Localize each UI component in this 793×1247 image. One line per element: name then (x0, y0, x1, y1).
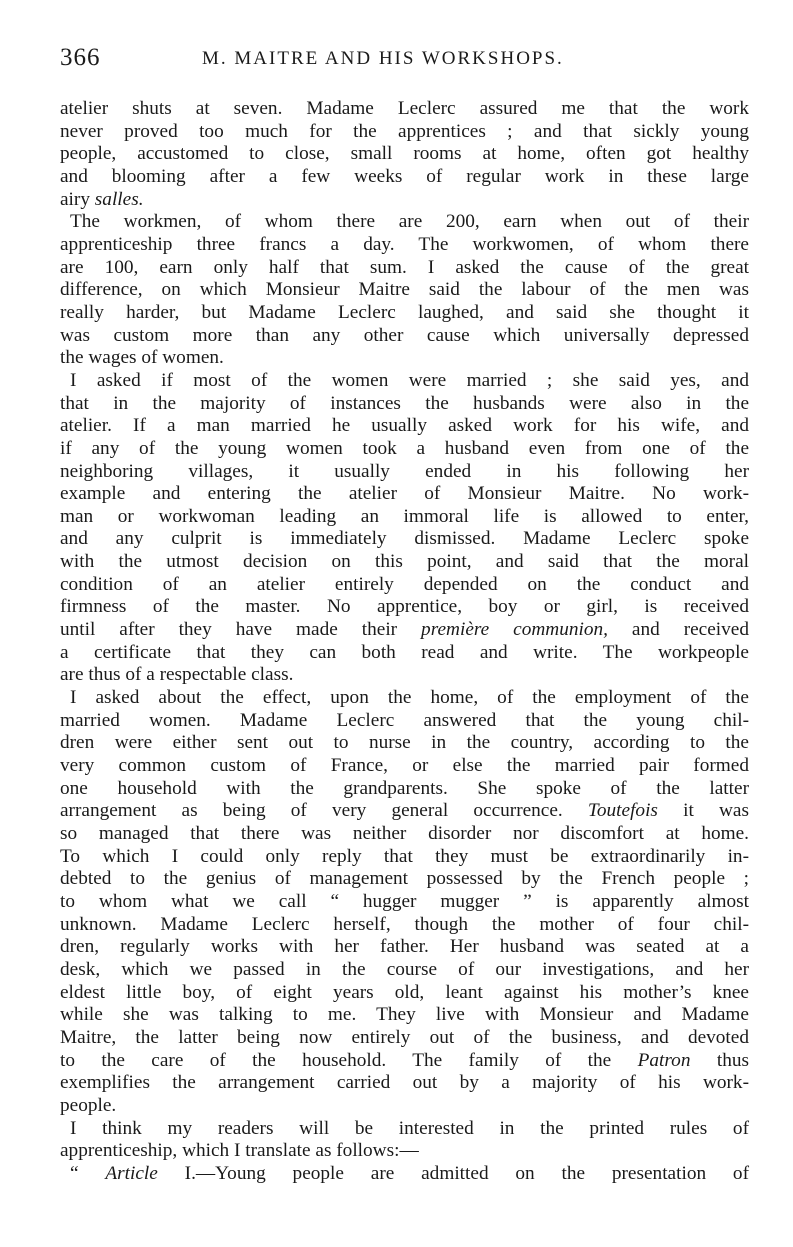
text-line: and blooming after a few weeks of regular work in these large (60, 165, 749, 187)
text-line: people, accustomed to close, small rooms at home, often got healthy (60, 143, 749, 165)
text-line: are 100, earn only half that sum. I asked the cause of the great (60, 256, 749, 278)
text-line: eldest little boy, of eight years old, leant against his mother’s knee (60, 981, 749, 1003)
text-line: and any culprit is immediately dismissed. Madame Leclerc spoke (60, 528, 749, 550)
text-line (52, 800, 749, 823)
book-page (52, 44, 749, 1186)
text-fragment: to the care of the household. The family of the (60, 1049, 638, 1071)
text-line: people. (60, 1094, 117, 1116)
text-line: the wages of women. (60, 347, 224, 369)
text-line: exemplifies the arrangement carried out by a majority of his work- (60, 1072, 749, 1094)
text-line: apprenticeship three francs a day. The workwomen, of whom there (60, 233, 749, 255)
text-fragment: until after they have made their (60, 619, 422, 641)
text-line (52, 1050, 749, 1073)
italic-word: salles. (94, 188, 144, 210)
text-line: Maitre, the latter being now entirely out of the business, and devoted (60, 1026, 749, 1048)
italic-phrase: première communion, (421, 619, 608, 641)
text-fragment: “ (70, 1162, 106, 1184)
text-line: condition of an atelier entirely depended on the conduct and (60, 573, 749, 595)
text-line: was custom more than any other cause which universally depressed (60, 324, 749, 346)
italic-word: Article (105, 1162, 158, 1184)
text-line: I asked about the effect, upon the home, of the employment of the (70, 687, 749, 709)
italic-word: Patron (637, 1049, 691, 1071)
italic-word: Toutefois (587, 800, 658, 822)
text-line: with the utmost decision on this point, and said that the moral (60, 551, 749, 573)
text-line: apprenticeship, which I translate as follows:— (60, 1140, 419, 1162)
text-line (52, 1163, 749, 1186)
text-line: neighboring villages, it usually ended in his following her (60, 460, 749, 482)
text-line: The workmen, of whom there are 200, earn when out of their (70, 211, 749, 233)
text-line: so managed that there was neither disorder nor discomfort at home. (60, 823, 749, 844)
text-line: one household with the grandparents. She spoke of the latter (60, 777, 749, 799)
text-line: while she was talking to me. They live with Monsieur and Madame (60, 1004, 749, 1026)
text-line: are thus of a respectable class. (60, 664, 294, 686)
text-line: married women. Madame Leclerc answered that the young chil- (60, 709, 749, 731)
text-fragment: I.—Young people are admitted on the presentation of (157, 1162, 749, 1184)
text-line: really harder, but Madame Leclerc laughed, and said she thought it (60, 301, 749, 323)
text-line: if any of the young women took a husband even from one of the (60, 437, 749, 459)
text-line: unknown. Madame Leclerc herself, though the mother of four chil- (60, 913, 749, 935)
text-line: never proved too much for the apprentices ; and that sickly young (60, 120, 749, 142)
text-line: man or workwoman leading an immoral life is allowed to enter, (60, 505, 749, 527)
text-line: firmness of the master. No apprentice, boy or girl, is received (60, 596, 749, 618)
page-number: 366 (60, 44, 101, 71)
text-line (52, 619, 749, 642)
text-line: to whom what we call “ hugger mugger ” is apparently almost (60, 890, 749, 912)
text-fragment: and received (607, 619, 749, 641)
text-fragment: airy (60, 188, 95, 210)
text-line: example and entering the atelier of Monsieur Maitre. No work- (60, 483, 749, 505)
text-line: To which I could only reply that they must be extraordinarily in- (60, 845, 749, 867)
text-line: very common custom of France, or else the married pair formed (60, 755, 749, 777)
running-head: M. MAITRE AND HIS WORKSHOPS. (202, 48, 564, 69)
text-line: debted to the genius of management possessed by the French people ; (60, 868, 749, 890)
text-line: a certificate that they can both read and write. The workpeople (60, 641, 749, 663)
text-line: difference, on which Monsieur Maitre said the labour of the men was (60, 279, 749, 301)
page-header (52, 44, 749, 78)
text-line: dren, regularly works with her father. Her husband was seated at a (60, 936, 749, 958)
text-fragment: it was (657, 800, 749, 822)
text-fragment: thus (690, 1049, 749, 1071)
text-line: atelier. If a man married he usually asked work for his wife, and (60, 415, 749, 437)
text-fragment: arrangement as being of very general occurrence. (60, 800, 588, 822)
text-line: atelier shuts at seven. Madame Leclerc assured me that the work (60, 98, 749, 119)
text-line: desk, which we passed in the course of our investigations, and her (60, 958, 749, 980)
text-line: I asked if most of the women were married ; she said yes, and (70, 369, 749, 391)
text-line (52, 189, 749, 212)
text-line: I think my readers will be interested in the printed rules of (70, 1117, 749, 1139)
text-line: that in the majority of instances the husbands were also in the (60, 392, 749, 414)
text-line: dren were either sent out to nurse in the country, according to the (60, 732, 749, 754)
body-text (52, 98, 749, 1186)
